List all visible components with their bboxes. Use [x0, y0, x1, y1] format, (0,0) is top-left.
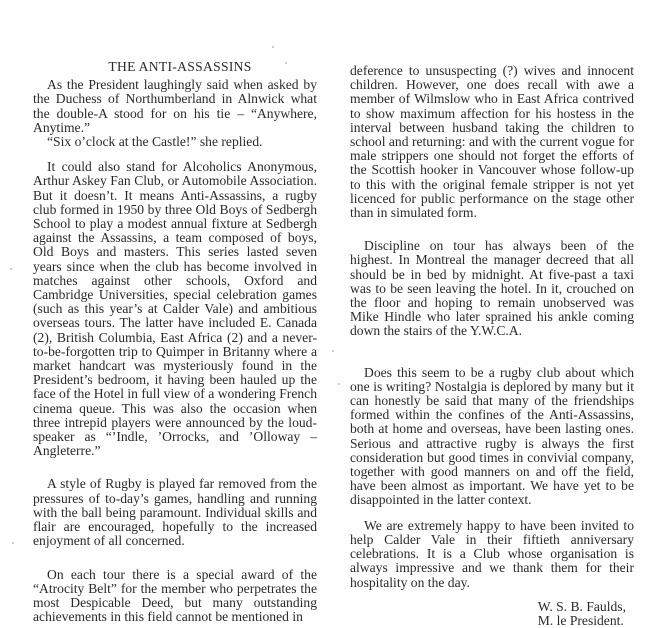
- scan-speck: [272, 46, 274, 48]
- paragraph-nostalgia: Does this seem to be a rugby club about which one is writing? Nostalgia is deplored by many but it can honestly be said that many of the friendships formed within the confines of the Anti-Assassins, both at home and overseas, have been lasting ones. Serious and attractive rugby is always the first consideration but good times in convivial company, together with good manners on and off the field, have been almost as important. We have yet to be disappointed in the latter context.: [350, 364, 634, 508]
- paragraph-atrocity-belt: On each tour there is a special award of the “Atrocity Belt” for the member who perpetrates the most Despicable Deed, but many outstanding achievements in this field cannot be mentioned in: [33, 566, 317, 625]
- paragraph-continuation: deference to unsuspecting (?) wives and innocent children. However, one does recall with awe a member of Wilmslow who in East Africa contrived to show maximum affection for his hostess in the interval between husband taking the children to school and returning: and with the current vogue for male strippers one should not forget the efforts of the Scottish hooker in Vancouver whose follow-up to this with the original female stripper is not yet licenced for public performance on the stage other than in simulated form.: [350, 63, 634, 221]
- paragraph-discipline: Discipline on tour has always been of the highest. In Montreal the manager decreed that all should be in bed by midnight. At five-past a taxi was to be seen leaving the hotel. In it, crouched on the floor and hoping to remain unobserved was Mike Hindle who later sprained his ankle coming down the stairs of the Y.W.C.A.: [350, 238, 634, 339]
- signature-block: [350, 600, 634, 628]
- scan-speck: [338, 383, 340, 385]
- scan-speck: [285, 62, 287, 64]
- paragraph-reply: “Six o’clock at the Castle!” she replied.: [47, 134, 263, 150]
- signature-name: W. S. B. Faulds,: [537, 598, 626, 614]
- paragraph-history: It could also stand for Alcoholics Anonymous, Arthur Askey Fan Club, or Automobile Association. But it doesn’t. It means Anti-Assassins, a rugby club formed in 1950 by three Old Boys of Sedbergh School to play a modest annual fixture at Sedbergh against the Assassins, a team composed of boys, Old Boys and masters. This series lasted seven years since when the club has become involved in matches against other schools, Oxford and Cambridge Universities, special celebration games (such as this year’s at Calder Vale) and ambitious overseas tours. The latter have included E. Canada (2), British Columbia, East Africa (2) and a never-to-be-forgotten trip to Quimper in Britanny where a market handcart was mysteriously found in the President’s bedroom, it having been hauled up the face of the Hotel in full view of a wondering French cinema queue. This was also the occasion when three intrepid players were announced by the loud-speaker as “’Indle, ’Orrocks, and ’Olloway – Angleterre.”: [33, 159, 317, 459]
- paragraph-intro: As the President laughingly said when asked by the Duchess of Northumberland in Alnwick what the double-A stood for on his tie – “Anywhere, Anytime.”: [33, 77, 317, 135]
- paragraph-style: A style of Rugby is played far removed from the pressures of to-day’s games, handling and running with the ball being paramount. Individual skills and flair are encouraged, hopefully to the increased enjoyment of all concerned.: [33, 476, 317, 549]
- article-title: THE ANTI-ASSASSINS: [108, 59, 252, 74]
- paragraph-thanks: We are extremely happy to have been invited to help Calder Vale in their fiftieth anniversary celebrations. It is a Club whose organisation is always impressive and we thank them for their hospitality on the day.: [350, 517, 634, 590]
- scan-speck: [332, 350, 334, 352]
- signature-role: M. le President.: [537, 612, 624, 628]
- left-column: [33, 60, 317, 624]
- right-column: [350, 64, 634, 628]
- scan-speck: [10, 268, 12, 270]
- scan-speck: [12, 542, 14, 544]
